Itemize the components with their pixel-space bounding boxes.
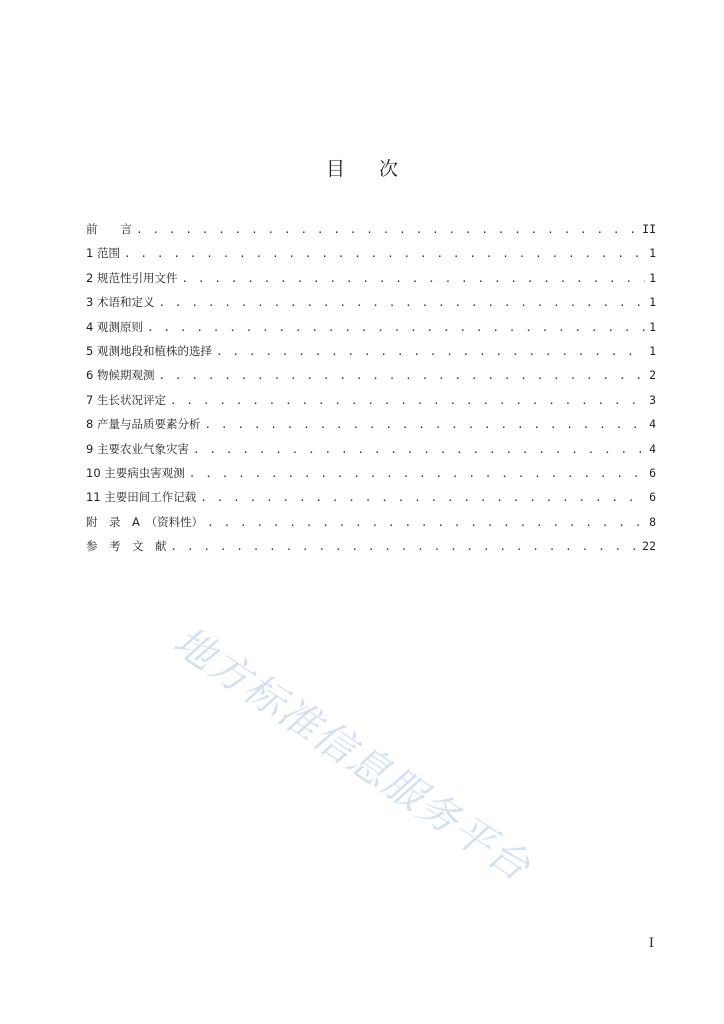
toc-entry-page: 3 [649,392,656,407]
toc-entry-label: 10 主要病虫害观测 [86,465,185,480]
toc-entry-growth-assessment[interactable] [86,390,656,414]
toc-entry-terms[interactable] [86,292,656,316]
toc-leader-dots [216,342,645,362]
toc-entry-label: 4 观测原则 [86,319,143,334]
toc-entry-page: 1 [649,295,656,310]
toc-entry-page: 1 [649,270,656,285]
toc-entry-scope[interactable] [86,243,656,267]
toc-leader-dots [200,488,645,508]
toc-entry-label: 9 主要农业气象灾害 [86,441,189,456]
toc-entry-page: 6 [649,465,656,480]
toc-entry-site-selection[interactable] [86,341,656,365]
watermark-text: 地方标准信息服务平台 [165,618,540,892]
toc-entry-label: 7 生长状况评定 [86,392,166,407]
toc-entry-phenology[interactable] [86,365,656,389]
table-of-contents [86,219,656,560]
toc-entry-label: 前 言 [86,222,132,236]
toc-entry-page: 1 [649,246,656,261]
toc-entry-label: 3 术语和定义 [86,295,155,310]
toc-leader-dots [170,391,645,411]
toc-entry-page: 22 [642,539,656,554]
toc-leader-dots [147,318,645,338]
toc-entry-meteorological-disasters[interactable] [86,439,656,463]
toc-leader-dots [204,415,645,435]
toc-entry-label: 6 物候期观测 [86,368,155,383]
toc-entry-bibliography[interactable] [86,536,656,560]
toc-entry-yield-quality[interactable] [86,414,656,438]
toc-leader-dots [124,244,645,264]
toc-title [0,154,724,181]
toc-leader-dots [193,440,645,460]
toc-entry-field-records[interactable] [86,487,656,511]
toc-entry-pests[interactable] [86,463,656,487]
toc-entry-page: 1 [649,343,656,358]
toc-entry-label: 参 考 文 献 [86,539,167,554]
toc-entry-page: 8 [649,514,656,529]
toc-entry-page: 4 [649,441,656,456]
toc-entry-page: 1 [649,319,656,334]
toc-entry-label: 1 范围 [86,246,120,261]
toc-entry-page: II [642,222,656,236]
toc-leader-dots [207,513,645,533]
toc-entry-normative-references[interactable] [86,268,656,292]
toc-leader-dots [158,293,645,313]
toc-title-part1: 目 [325,158,345,180]
toc-entry-principles[interactable] [86,317,656,341]
toc-entry-label: 11 主要田间工作记载 [86,490,197,505]
toc-title-part2: 次 [379,158,399,180]
toc-entry-label: 8 产量与品质要素分析 [86,417,201,432]
toc-leader-dots [171,537,639,557]
toc-leader-dots [181,269,645,289]
page-number: I [648,936,654,951]
toc-entry-page: 4 [649,417,656,432]
toc-entry-label: 2 规范性引用文件 [86,270,178,285]
toc-entry-page: 2 [649,368,656,383]
toc-leader-dots [158,366,645,386]
toc-leader-dots [189,464,645,484]
toc-entry-page: 6 [649,490,656,505]
toc-entry-label: 5 观测地段和植株的选择 [86,343,212,358]
toc-entry-foreword[interactable] [86,219,656,243]
toc-leader-dots [136,220,638,240]
toc-entry-appendix-a[interactable] [86,512,656,536]
toc-entry-label: 附 录 A （资料性） [86,514,204,529]
